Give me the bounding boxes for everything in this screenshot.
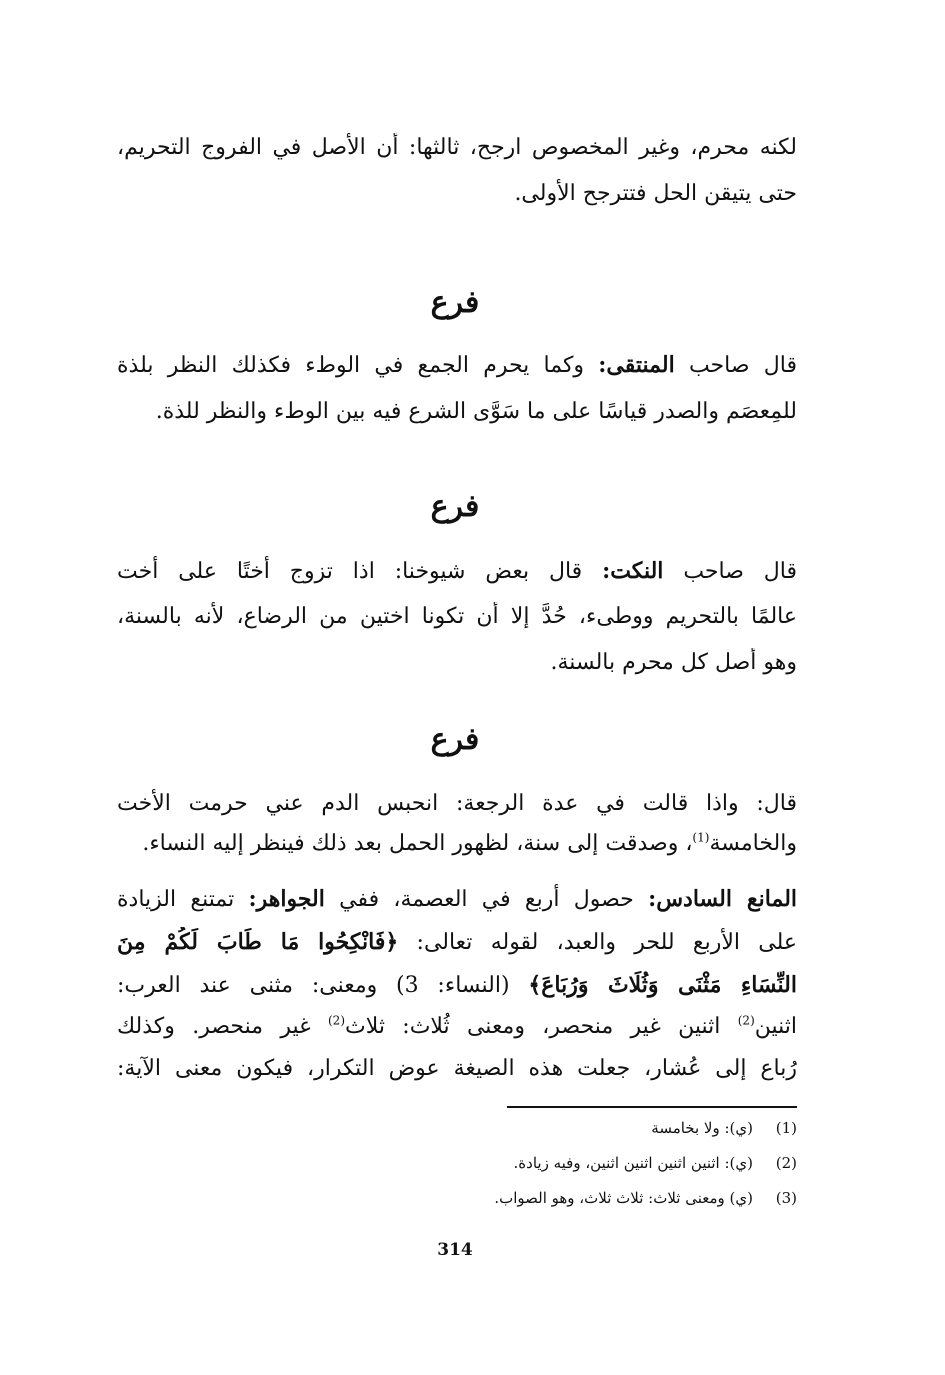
page-number: 314 <box>437 1240 473 1260</box>
section1-lead: قال صاحب <box>688 353 797 378</box>
section4-line-1 <box>117 884 797 915</box>
footnote-ref-2a[interactable]: (2) <box>737 1013 755 1028</box>
section4-line-2 <box>117 927 797 958</box>
footnote-number: (1) <box>775 1119 797 1137</box>
section1-rest: وكما يحرم الجمع في الوطء فكذلك النظر بلذة <box>117 353 585 378</box>
section4-line2-lead: على الأربع للحر والعبد، لقوله تعالى: <box>416 930 797 955</box>
section4-line-5: رُباع إلى عُشار، جعلت هذه الصيغة عوض التكرار، فيكون معنى الآية: <box>117 1056 797 1081</box>
section4-line3-rest: (النساء: 3) ومعنى: مثنى عند العرب: <box>117 973 510 998</box>
section4-source-name: الجواهر: <box>248 886 325 912</box>
footnote-text: (ي): اثنين اثنين اثنين اثنين، وفيه زيادة. <box>513 1154 753 1172</box>
quran-verse-part-1: ﴿فَانْكِحُوا مَا طَابَ لَكُمْ مِنَ <box>117 929 399 955</box>
section1-line-2: للمِعصَم والصدر قياسًا على ما سَوَّى الشرع فيه بين الوطء والنظر للذة. <box>155 399 797 424</box>
footnote-text: (ي) ومعنى ثلاث: ثلاث ثلاث، وهو الصواب. <box>494 1189 753 1207</box>
section3-word: والخامسة <box>709 831 797 856</box>
footnote-3 <box>197 1187 797 1209</box>
intro-line-1: لكنه محرم، وغير المخصوص ارجح، ثالثها: أن الأصل في الفروج التحريم، <box>117 135 797 160</box>
section4-line4-b: اثنين غير منحصر، ومعنى ثُلاث: ثلاث <box>345 1014 721 1039</box>
section2-source-name: النكت: <box>602 558 664 584</box>
section-heading-2: فرع <box>430 489 480 524</box>
section4-line-3 <box>117 970 797 1001</box>
footnote-number: (2) <box>775 1154 797 1172</box>
section-heading-3: فرع <box>430 722 480 757</box>
section4-text-b: تمتنع الزيادة <box>117 887 235 912</box>
quran-verse-part-2: النِّسَاءِ مَثْنَى وَثُلَاثَ وَرُبَاعَ﴾ <box>528 972 797 998</box>
section4-title: المانع السادس: <box>648 886 797 912</box>
section4-line4-a: اثنين <box>754 1014 797 1039</box>
footnote-2 <box>197 1152 797 1174</box>
footnote-1 <box>197 1117 797 1139</box>
footnote-separator <box>507 1106 797 1108</box>
footnote-ref-2b[interactable]: (2) <box>327 1013 345 1028</box>
section2-rest: قال بعض شيوخنا: اذا تزوج أختًا على أخت <box>117 559 583 584</box>
section2-line-2: عالمًا بالتحريم ووطىء، حُدَّ إلا أن تكونا اختين من الرضاع، لأنه بالسنة، <box>117 604 797 629</box>
section2-lead: قال صاحب <box>683 559 797 584</box>
section3-rest: ، وصدقت إلى سنة، لظهور الحمل بعد ذلك فينظر إليه النساء. <box>142 831 693 856</box>
section1-source-name: المنتقى: <box>598 352 675 378</box>
section1-line-1 <box>117 350 797 381</box>
footnote-text: (ي): ولا بخامسة <box>651 1119 753 1137</box>
section4-line4-c: غير منحصر. وكذلك <box>117 1014 311 1039</box>
section2-line-1 <box>117 556 797 587</box>
section3-line-1: قال: واذا قالت في عدة الرجعة: انحبس الدم عني حرمت الأخت <box>117 791 797 816</box>
section3-line-2 <box>117 829 797 859</box>
section2-line-3: وهو أصل كل محرم بالسنة. <box>550 650 797 675</box>
footnote-ref-1[interactable]: (1) <box>692 830 710 845</box>
intro-line-2: حتى يتيقن الحل فتترجح الأولى. <box>514 181 797 206</box>
section4-text-a: حصول أربع في العصمة، ففي <box>339 887 634 912</box>
footnote-number: (3) <box>775 1189 797 1207</box>
section-heading-1: فرع <box>430 285 480 320</box>
section4-line-4 <box>117 1012 797 1042</box>
